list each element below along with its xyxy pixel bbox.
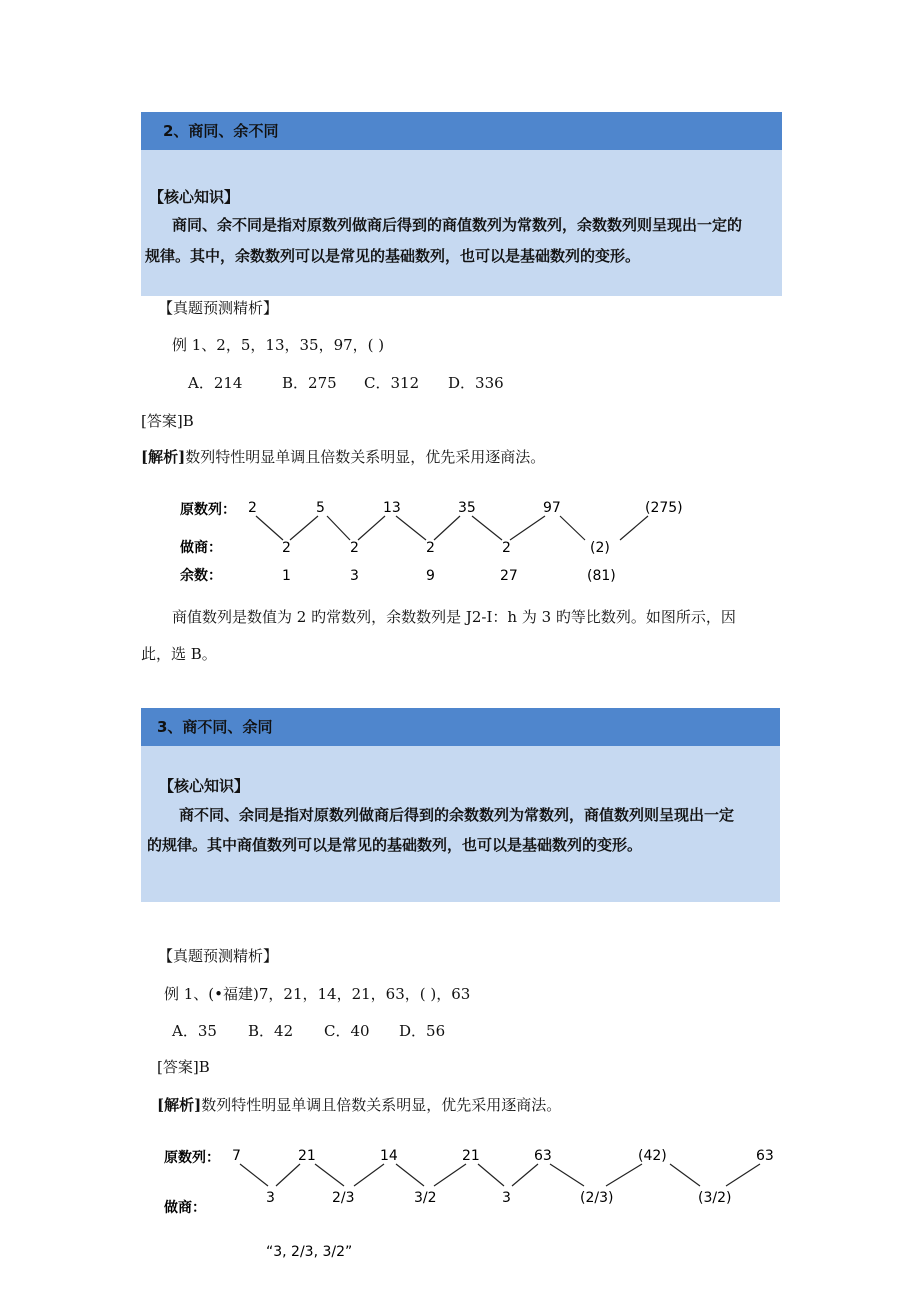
section3-options xyxy=(172,1020,445,1041)
section3-core-line1: 商不同、余同是指对原数列做商后得到的余数数列为常数列，商值数列则呈现出一定 xyxy=(179,806,735,824)
fig3-original-5: (42) xyxy=(638,1148,667,1164)
fig2-original-3: 35 xyxy=(458,500,476,516)
analysis-text: 数列特性明显单调且倍数关系明显，优先采用逐商法。 xyxy=(185,448,546,466)
section3-core-panel xyxy=(141,746,780,902)
section3-core-title: 【核心知识】 xyxy=(159,777,250,795)
fig2-quotient-0: 2 xyxy=(282,540,291,556)
fig3-connector-lines xyxy=(240,1164,760,1186)
fig3-quotient-0: 3 xyxy=(266,1190,275,1206)
fig2-remainder-0: 1 xyxy=(282,568,291,584)
fig3-original-4: 63 xyxy=(534,1148,552,1164)
fig3-quotient-1: 2/3 xyxy=(332,1190,355,1206)
section3-heading: 3、商不同、余同 xyxy=(157,718,273,736)
section2-analysis xyxy=(141,446,545,467)
fig3-original-0: 7 xyxy=(232,1148,241,1164)
fig2-label-quotient: 做商： xyxy=(180,540,222,556)
option-d: D．336 xyxy=(448,374,504,392)
answer-value: B xyxy=(198,1058,210,1076)
fig3-original-1: 21 xyxy=(298,1148,316,1164)
fig3-note: “3, 2/3, 3/2” xyxy=(266,1244,353,1260)
section3-heading-band xyxy=(141,708,780,746)
section2-core-panel xyxy=(141,150,782,296)
section3-core-line2: 的规律。其中商值数列可以是常见的基础数列，也可以是基础数列的变形。 xyxy=(147,836,643,854)
answer-label: [答案] xyxy=(157,1058,199,1076)
option-c: C．312 xyxy=(364,374,420,392)
section2-conclusion-line1: 商值数列是数值为 2 旳常数列，余数数列是 J2-I：h 为 3 旳等比数列。如图所示，因 xyxy=(172,608,736,626)
fig3-quotient-4: (2/3) xyxy=(580,1190,614,1206)
analysis-label: [解析] xyxy=(157,1096,202,1114)
fig2-quotient-3: 2 xyxy=(502,540,511,556)
fig2-label-remainder: 余数： xyxy=(180,568,222,584)
section2-conclusion-line2: 此，选 B。 xyxy=(141,645,217,663)
section2-exam-title: 【真题预测精析】 xyxy=(158,299,279,317)
section2-question: 例 1、2，5，13，35，97，( ) xyxy=(172,336,385,354)
section2-heading-band xyxy=(141,112,782,150)
option-b: B．42 xyxy=(248,1022,294,1040)
fig2-original-5: (275) xyxy=(645,500,683,516)
section2-answer xyxy=(141,410,194,431)
section2-core-line2: 规律。其中，余数数列可以是常见的基础数列，也可以是基础数列的变形。 xyxy=(145,247,641,265)
fig3-original-3: 21 xyxy=(462,1148,480,1164)
fig3-quotient-3: 3 xyxy=(502,1190,511,1206)
section3-answer xyxy=(157,1056,210,1077)
analysis-text: 数列特性明显单调且倍数关系明显，优先采用逐商法。 xyxy=(201,1096,562,1114)
option-d: D．56 xyxy=(399,1022,446,1040)
fig2-remainder-3: 27 xyxy=(500,568,518,584)
option-a: A．214 xyxy=(188,374,243,392)
option-a: A．35 xyxy=(172,1022,217,1040)
section2-quotient-figure xyxy=(170,490,730,590)
fig2-original-1: 5 xyxy=(316,500,325,516)
fig2-remainder-2: 9 xyxy=(426,568,435,584)
fig3-original-6: 63 xyxy=(756,1148,774,1164)
fig2-original-2: 13 xyxy=(383,500,401,516)
section2-options xyxy=(188,372,504,393)
fig3-quotient-5: (3/2) xyxy=(698,1190,732,1206)
section2-heading: 2、商同、余不同 xyxy=(163,122,279,140)
section2-core-line1: 商同、余不同是指对原数列做商后得到的商值数列为常数列，余数数列则呈现出一定的 xyxy=(172,216,743,234)
fig3-original-2: 14 xyxy=(380,1148,398,1164)
fig2-original-4: 97 xyxy=(543,500,561,516)
section3-quotient-figure xyxy=(160,1140,800,1290)
section3-exam-title: 【真题预测精析】 xyxy=(158,947,279,965)
fig2-quotient-4: (2) xyxy=(590,540,610,556)
fig2-remainder-1: 3 xyxy=(350,568,359,584)
analysis-label: [解析] xyxy=(141,448,186,466)
section3-question: 例 1、(•福建)7，21，14，21，63，( )，63 xyxy=(164,985,471,1003)
answer-value: B xyxy=(182,412,194,430)
fig2-original-0: 2 xyxy=(248,500,257,516)
option-b: B．275 xyxy=(282,374,337,392)
fig2-quotient-1: 2 xyxy=(350,540,359,556)
section2-core-title: 【核心知识】 xyxy=(149,188,240,206)
fig2-remainder-4: (81) xyxy=(587,568,616,584)
fig2-quotient-2: 2 xyxy=(426,540,435,556)
fig2-label-original: 原数列： xyxy=(180,502,236,518)
section3-analysis xyxy=(157,1094,561,1115)
option-c: C．40 xyxy=(324,1022,370,1040)
fig2-connector-lines xyxy=(256,516,648,540)
answer-label: [答案] xyxy=(141,412,183,430)
fig3-label-quotient: 做商： xyxy=(164,1200,206,1216)
fig3-quotient-2: 3/2 xyxy=(414,1190,437,1206)
fig3-label-original: 原数列： xyxy=(164,1150,220,1166)
